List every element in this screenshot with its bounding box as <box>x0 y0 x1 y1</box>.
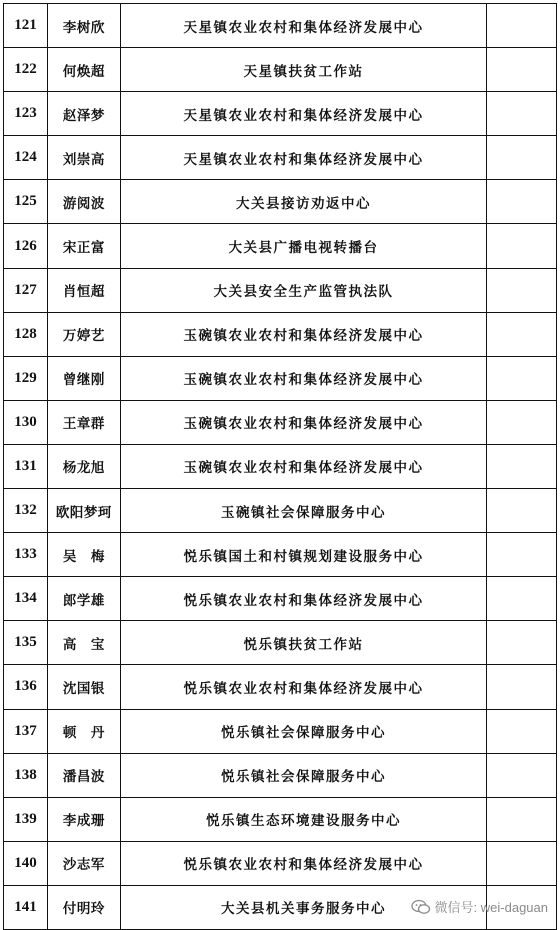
work-unit: 玉碗镇农业农村和集体经济发展中心 <box>121 313 487 357</box>
person-name: 游阅波 <box>48 180 121 224</box>
watermark <box>411 897 548 916</box>
work-unit: 悦乐镇社会保障服务中心 <box>121 710 487 754</box>
work-unit: 玉碗镇农业农村和集体经济发展中心 <box>121 401 487 445</box>
work-unit: 悦乐镇扶贫工作站 <box>121 621 487 665</box>
person-name: 杨龙旭 <box>48 445 121 489</box>
empty-cell <box>487 621 557 665</box>
empty-cell <box>487 136 557 180</box>
row-number: 133 <box>4 533 48 577</box>
row-number: 132 <box>4 489 48 533</box>
person-name: 宋正富 <box>48 224 121 268</box>
row-number: 123 <box>4 92 48 136</box>
person-name: 王章群 <box>48 401 121 445</box>
person-name: 吴 梅 <box>48 533 121 577</box>
empty-cell <box>487 180 557 224</box>
person-name: 李树欣 <box>48 4 121 48</box>
table-row <box>4 4 557 48</box>
person-name: 刘崇高 <box>48 136 121 180</box>
work-unit: 大关县接访劝返中心 <box>121 180 487 224</box>
table-row <box>4 665 557 709</box>
work-unit: 悦乐镇农业农村和集体经济发展中心 <box>121 842 487 886</box>
table-row <box>4 842 557 886</box>
table-row <box>4 180 557 224</box>
table-row <box>4 136 557 180</box>
row-number: 129 <box>4 357 48 401</box>
row-number: 131 <box>4 445 48 489</box>
row-number: 139 <box>4 798 48 842</box>
table-row <box>4 313 557 357</box>
empty-cell <box>487 754 557 798</box>
person-name: 何焕超 <box>48 48 121 92</box>
table-row <box>4 489 557 533</box>
empty-cell <box>487 357 557 401</box>
empty-cell <box>487 224 557 268</box>
person-name: 付明玲 <box>48 886 121 930</box>
person-name: 沙志军 <box>48 842 121 886</box>
empty-cell <box>487 92 557 136</box>
row-number: 141 <box>4 886 48 930</box>
row-number: 137 <box>4 710 48 754</box>
table-row <box>4 533 557 577</box>
row-number: 126 <box>4 224 48 268</box>
empty-cell <box>487 710 557 754</box>
empty-cell <box>487 48 557 92</box>
row-number: 136 <box>4 665 48 709</box>
table-row <box>4 577 557 621</box>
work-unit: 天星镇农业农村和集体经济发展中心 <box>121 136 487 180</box>
work-unit: 玉碗镇农业农村和集体经济发展中心 <box>121 445 487 489</box>
work-unit: 大关县机关事务服务中心 <box>121 886 487 930</box>
empty-cell <box>487 445 557 489</box>
work-unit: 天星镇农业农村和集体经济发展中心 <box>121 4 487 48</box>
row-number: 124 <box>4 136 48 180</box>
person-name: 郎学雄 <box>48 577 121 621</box>
work-unit: 天星镇农业农村和集体经济发展中心 <box>121 92 487 136</box>
person-name: 肖恒超 <box>48 269 121 313</box>
person-name: 赵泽梦 <box>48 92 121 136</box>
row-number: 130 <box>4 401 48 445</box>
table-row <box>4 269 557 313</box>
person-name: 万婷艺 <box>48 313 121 357</box>
work-unit: 天星镇扶贫工作站 <box>121 48 487 92</box>
row-number: 134 <box>4 577 48 621</box>
person-name: 高 宝 <box>48 621 121 665</box>
empty-cell <box>487 665 557 709</box>
row-number: 125 <box>4 180 48 224</box>
table-row <box>4 798 557 842</box>
row-number: 128 <box>4 313 48 357</box>
table-row <box>4 754 557 798</box>
table-row <box>4 445 557 489</box>
watermark-text: 微信号: wei-daguan <box>434 900 548 915</box>
person-name: 欧阳梦珂 <box>48 489 121 533</box>
empty-cell <box>487 401 557 445</box>
table-row <box>4 48 557 92</box>
row-number: 135 <box>4 621 48 665</box>
person-name: 李成珊 <box>48 798 121 842</box>
personnel-table <box>3 3 557 930</box>
table-row <box>4 357 557 401</box>
table-row <box>4 92 557 136</box>
person-name: 沈国银 <box>48 665 121 709</box>
work-unit: 悦乐镇社会保障服务中心 <box>121 754 487 798</box>
empty-cell <box>487 489 557 533</box>
work-unit: 玉碗镇农业农村和集体经济发展中心 <box>121 357 487 401</box>
empty-cell <box>487 269 557 313</box>
empty-cell <box>487 577 557 621</box>
work-unit: 悦乐镇农业农村和集体经济发展中心 <box>121 665 487 709</box>
table-row <box>4 224 557 268</box>
table-row <box>4 401 557 445</box>
empty-cell <box>487 4 557 48</box>
table-row <box>4 621 557 665</box>
person-name: 潘昌波 <box>48 754 121 798</box>
row-number: 127 <box>4 269 48 313</box>
work-unit: 悦乐镇农业农村和集体经济发展中心 <box>121 577 487 621</box>
work-unit: 大关县安全生产监管执法队 <box>121 269 487 313</box>
person-name: 顿 丹 <box>48 710 121 754</box>
wechat-icon <box>411 899 431 915</box>
person-name: 曾继刚 <box>48 357 121 401</box>
row-number: 121 <box>4 4 48 48</box>
empty-cell <box>487 313 557 357</box>
row-number: 122 <box>4 48 48 92</box>
row-number: 138 <box>4 754 48 798</box>
work-unit: 玉碗镇社会保障服务中心 <box>121 489 487 533</box>
row-number: 140 <box>4 842 48 886</box>
work-unit: 大关县广播电视转播台 <box>121 224 487 268</box>
empty-cell <box>487 798 557 842</box>
empty-cell <box>487 533 557 577</box>
work-unit: 悦乐镇国土和村镇规划建设服务中心 <box>121 533 487 577</box>
empty-cell <box>487 842 557 886</box>
work-unit: 悦乐镇生态环境建设服务中心 <box>121 798 487 842</box>
table-row <box>4 710 557 754</box>
